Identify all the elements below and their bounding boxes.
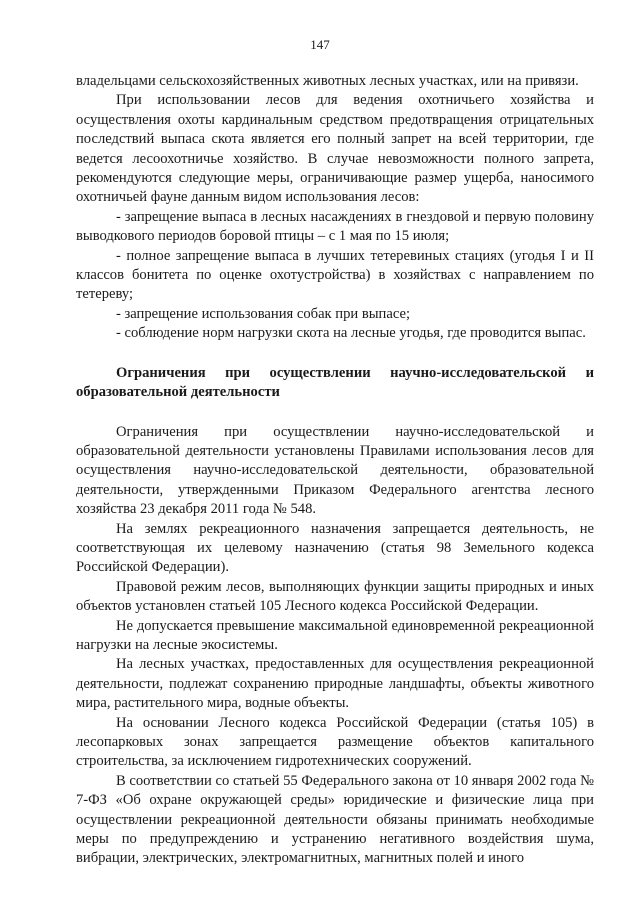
page-number: 147 xyxy=(310,37,330,52)
paragraph: В соответствии со статьей 55 Федерального закона от 10 января 2002 года № 7-ФЗ «Об охране окружающей среды» юридические и физические лица при осуществлении рекреационной деятельности обязаны принимать необходимые меры по предупреждению и устранению негативного воздействия шума, вибрации, электрических, электромагнитных, магнитных полей и иного xyxy=(76,772,594,867)
list-item: - запрещение выпаса в лесных насаждениях в гнездовой и первую половину выводкового периодов боровой птицы – с 1 мая по 15 июля; xyxy=(76,208,594,245)
bottom-section xyxy=(76,423,594,869)
paragraph: Не допускается превышение максимальной единовременной рекреационной нагрузки на лесные экосистемы. xyxy=(76,617,594,653)
top-section xyxy=(76,72,594,344)
paragraph: При использовании лесов для ведения охотничьего хозяйства и осуществления охоты кардинальным средством предотвращения отрицательных последствий выпаса скота является его полный запрет на всей территории, где ведется лесоохотничье хозяйство. В случае невозможности полного запрета, рекомендуются следующие меры, ограничивающие размер ущерба, наносимого охотничьей фауне данным видом использования лесов: xyxy=(76,92,594,206)
paragraph: На землях рекреационного назначения запрещается деятельность, не соответствующая их целевому назначению (статья 98 Земельного кодекса Российской Федерации). xyxy=(76,520,594,576)
paragraph: На лесных участках, предоставленных для осуществления рекреационной деятельности, подлежат сохранению природные ландшафты, объекты животного мира, растительного мира, водные объекты. xyxy=(76,656,594,712)
paragraph: Ограничения при осуществлении научно-исследовательской и образовательной деятельности установлены Правилами использования лесов для осуществления научно-исследовательской деятельности, образовательной деятельности, утвержденными Приказом Федерального агентства лесного хозяйства 23 декабря 2011 года № 548. xyxy=(76,423,594,518)
paragraph: владельцами сельскохозяйственных животных лесных участках, или на привязи. xyxy=(76,73,579,89)
list-item: - запрещение использования собак при выпасе; xyxy=(116,305,411,322)
section-heading: Ограничения при осуществлении научно-исследовательской и образовательной деятельности xyxy=(76,364,594,401)
list-item: - полное запрещение выпаса в лучших тетеревиных стациях (угодья I и II классов бонитета по оценке охотустройства) в хозяйствах с направлением по тетереву; xyxy=(76,247,594,303)
paragraph: На основании Лесного кодекса Российской Федерации (статья 105) в лесопарковых зонах запрещается размещение объектов капитального строительства, за исключением гидротехнических сооружений. xyxy=(76,714,594,770)
list-item: - соблюдение норм нагрузки скота на лесные угодья, где проводится выпас. xyxy=(116,325,586,342)
paragraph: Правовой режим лесов, выполняющих функции защиты природных и иных объектов установлен статьей 105 Лесного кодекса Российской Федерации. xyxy=(76,578,594,615)
document-body xyxy=(76,72,594,869)
